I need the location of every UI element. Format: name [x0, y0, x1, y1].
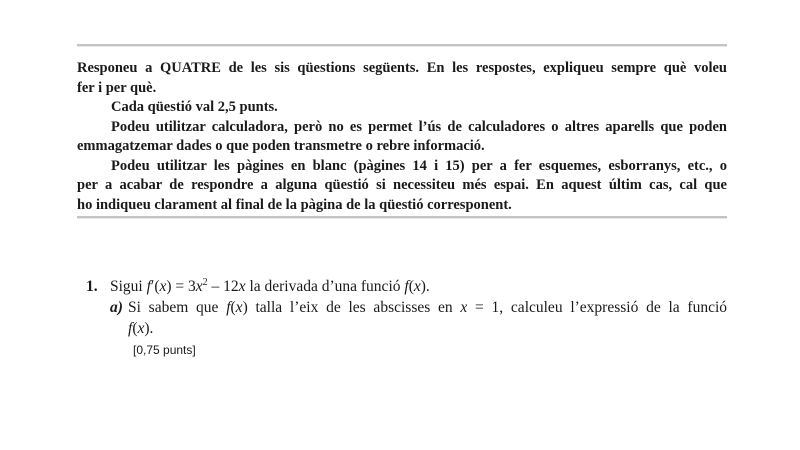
- bottom-horizontal-rule: [77, 216, 727, 218]
- instruction-line: per a acabar de respondre a alguna qüestió si necessiteu més espai. En aquest últim cas, cal que: [77, 177, 727, 193]
- top-horizontal-rule: [77, 44, 727, 46]
- part-a-text-line1: Si sabem que f(x) talla l’eix de les abscisses en x = 1, calculeu l’expressió de la funció: [128, 299, 728, 316]
- question-statement: Sigui $f'(x) = 3x^2 - 12x$ la derivada d’una funció f(x).: [110, 276, 430, 295]
- instruction-line: Podeu utilitzar calculadora, però no es permet l’ús de calculadores o altres aparells que poden: [111, 118, 727, 135]
- instruction-line: ho indiqueu clarament al final de la pàgina de la qüestió corresponent.: [77, 196, 512, 213]
- part-a-label: a): [110, 299, 123, 316]
- instruction-line: Cada qüestió val 2,5 punts.: [111, 99, 278, 115]
- instructions-block: [77, 59, 727, 215]
- question-part-a: [110, 297, 727, 357]
- points-label: [0,75 punts]: [133, 343, 196, 357]
- part-a-text-line2: f(x).: [128, 320, 154, 337]
- question-number: 1.: [86, 278, 98, 295]
- instruction-line: emmagatzemar dades o que poden transmetre o rebre informació.: [77, 138, 485, 154]
- question-body: [110, 276, 727, 357]
- instruction-line: fer i per què.: [77, 79, 157, 96]
- instruction-line: Responeu a QUATRE de les sis qüestions següents. En les respostes, expliqueu sempre què voleu: [77, 60, 727, 76]
- question-1: [77, 276, 727, 357]
- instruction-line: Podeu utilitzar les pàgines en blanc (pàgines 14 i 15) per a fer esquemes, esborranys, etc., o: [111, 157, 727, 174]
